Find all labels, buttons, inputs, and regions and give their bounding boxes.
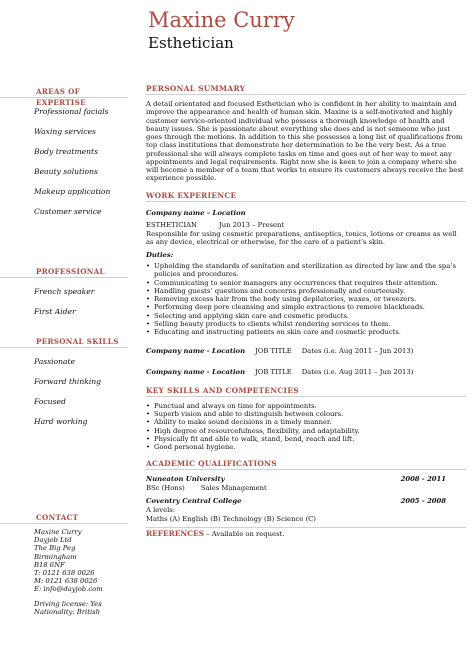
contact-details — [0, 528, 128, 616]
professional-item: First Aider — [34, 307, 76, 316]
previous-dates: Dates (i.e. Aug 2011 – Jun 2013) — [301, 346, 414, 355]
areas-of-expertise-section — [0, 86, 128, 222]
contact-email: E: info@dayjob.com — [34, 585, 103, 594]
main-content — [146, 84, 466, 539]
expertise-item: Beauty solutions — [34, 167, 98, 176]
list-item: • Removing excess hair from the body using depilatories, waxes, or tweezers. — [146, 295, 466, 303]
duties-label: Duties: — [146, 251, 174, 259]
contact-section — [0, 512, 128, 616]
school-years: 2008 - 2011 — [400, 475, 446, 484]
list-item: • Good personal hygiene. — [146, 443, 466, 451]
previous-company: Company name - Location — [146, 346, 246, 355]
academic-row — [146, 475, 446, 484]
job-responsibility: Responsible for using cosmetic preparations, antiseptics, tonics, lotions or creams as well as any device, electrical or otherwise, for the care of a patient’s skin. — [146, 229, 457, 246]
key-skills-list — [146, 402, 466, 452]
academic-row — [146, 497, 446, 506]
skill-item: Forward thinking — [34, 377, 102, 386]
previous-title: JOB TITLE — [255, 367, 292, 376]
professional-section — [0, 266, 128, 322]
job-dates: Jun 2013 – Present — [219, 220, 285, 229]
qualification-line — [146, 484, 466, 493]
candidate-job-title: Esthetician — [148, 34, 234, 52]
previous-dates: Dates (i.e. Aug 2011 – Jun 2013) — [301, 367, 414, 376]
list-item: • Superb vision and able to distinguish between colours. — [146, 410, 466, 418]
work-experience-heading: WORK EXPERIENCE — [146, 191, 466, 202]
list-item: • Selecting and applying skin care and cosmetic products. — [146, 312, 466, 320]
expertise-item: Waxing services — [34, 127, 96, 136]
list-item: • Ability to make sound decisions in a timely manner. — [146, 418, 466, 426]
nationality: Nationality: British — [34, 607, 100, 616]
academic-heading: ACADEMIC QUALIFICATIONS — [146, 459, 466, 470]
expertise-item: Customer service — [34, 207, 102, 216]
references-heading: REFERENCES — [146, 529, 205, 539]
list-item: • High degree of resourcefulness, flexibility, and adaptability. — [146, 427, 466, 435]
candidate-name: Maxine Curry — [148, 8, 295, 32]
qualification-subject: Sales Management — [200, 484, 267, 493]
professional-heading: PROFESSIONAL — [0, 266, 128, 278]
personal-summary-heading: PERSONAL SUMMARY — [146, 84, 466, 95]
driving-license: Driving license: Yes — [34, 599, 102, 608]
list-item: • Selling beauty products to clients whilst rendering services to them. — [146, 320, 466, 328]
expertise-item: Makeup application — [34, 187, 111, 196]
list-item: • Educating and instructing patients on skin care and cosmetic products. — [146, 328, 466, 336]
company-name: Company name – Location — [146, 208, 246, 217]
list-item: • Communicating to senior managers any occurrences that requires their attention. — [146, 279, 466, 287]
previous-job — [146, 347, 466, 356]
list-item: • Handling guests’ questions and concerns professionally and courteously. — [146, 287, 466, 295]
contact-company: Dayjob Ltd — [34, 536, 72, 545]
personal-skills-heading: PERSONAL SKILLS — [0, 336, 128, 348]
school-years: 2005 - 2008 — [400, 497, 446, 506]
school-name: Coventry Central College — [146, 497, 242, 506]
professional-item: French speaker — [34, 287, 95, 296]
skill-item: Hard working — [34, 417, 88, 426]
expertise-item: Body treatments — [34, 147, 99, 156]
list-item: • Performing deep pore cleansing and simple extractions to remove blackheads. — [146, 303, 466, 311]
qualification: BSc (Hons) — [146, 484, 185, 493]
previous-company: Company name - Location — [146, 367, 246, 376]
list-item: • Upholding the standards of sanitation and sterilization as directed by law and the spa’s policies and procedures. — [146, 262, 466, 279]
job-role: ESTHETICIAN — [146, 220, 197, 229]
references-text: – Available on request. — [206, 530, 285, 539]
qualification-subjects: Maths (A) English (B) Technology (B) Science (C) — [146, 515, 316, 524]
skill-item: Passionate — [34, 357, 76, 366]
qualification-line: A levels: — [146, 506, 176, 515]
school-name: Nuneaton University — [146, 475, 225, 484]
duties-list — [146, 262, 466, 337]
personal-summary-text: A detail orientated and focused Esthetician who is confident in her ability to maintain and improve the appearance and health of human skin. Maxine is a self-motivated and highly customer service-oriented individual who possess a thorough knowledge of health and beauty issues. She is passionate about everything she does and is not someone who just goes through the motions. In addition to this she possesses a long list of qualifications from top class institutions that demonstrate her determination to be the very best. As a true professional she will always complete tasks on time and goes out of her way to meet any appointments and legal requirements. Right now she is keen to join a company where she will become a member of a team that works to ensure its customers always receive the best experience possible. — [146, 100, 464, 183]
job-line — [146, 221, 466, 230]
contact-postcode: B18 6NF — [34, 560, 65, 569]
resume-header — [148, 8, 295, 52]
skill-item: Focused — [34, 397, 66, 406]
previous-job — [146, 368, 466, 377]
expertise-item: Professional facials — [34, 107, 109, 116]
contact-mobile: M: 0121 638 0026 — [34, 577, 98, 586]
list-item: • Punctual and always on time for appointments. — [146, 402, 466, 410]
contact-heading: CONTACT — [0, 512, 128, 524]
key-skills-heading: KEY SKILLS AND COMPETENCIES — [146, 386, 466, 397]
list-item: • Physically fit and able to walk, stand, bend, reach and lift. — [146, 435, 466, 443]
contact-address-line: The Big Peg — [34, 544, 76, 553]
contact-telephone: T: 0121 638 0026 — [34, 569, 95, 578]
previous-title: JOB TITLE — [255, 346, 292, 355]
personal-skills-section — [0, 336, 128, 432]
contact-address-line: Birmingham — [34, 552, 77, 561]
areas-of-expertise-heading: AREAS OF EXPERTISE — [0, 86, 128, 98]
references-line — [146, 527, 466, 539]
contact-name: Maxine Curry — [34, 528, 82, 536]
